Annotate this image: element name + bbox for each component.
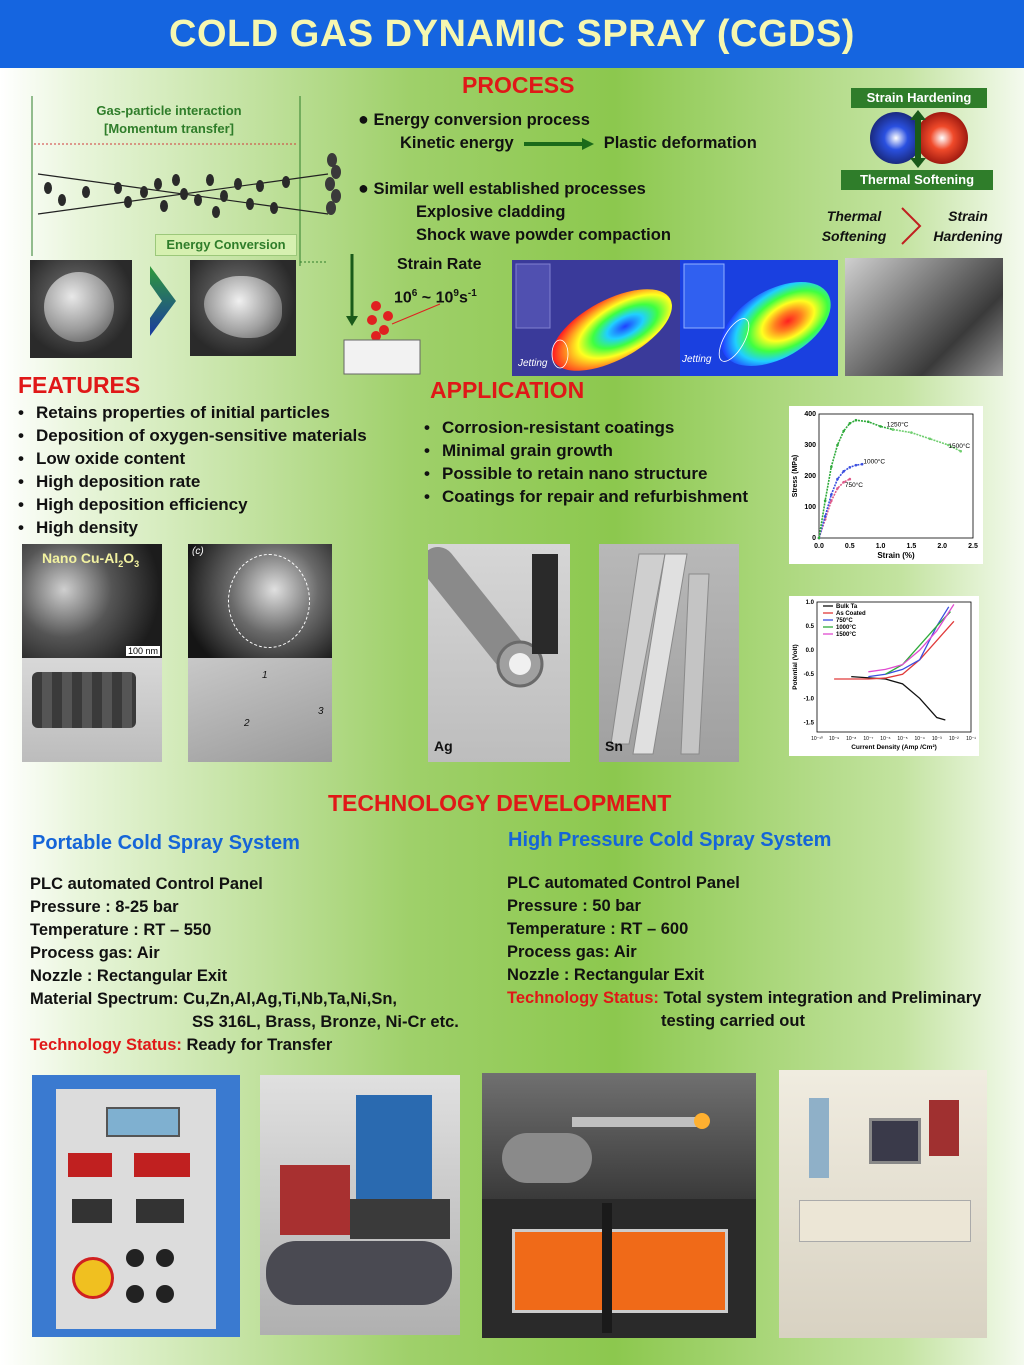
x-tick-label: 10⁻³ [931, 736, 942, 742]
technology-heading: TECHNOLOGY DEVELOPMENT [328, 790, 672, 816]
gas-particle-label-line2: [Momentum transfer] [103, 121, 234, 136]
poster-title: COLD GAS DYNAMIC SPRAY (CGDS) [0, 0, 1024, 68]
data-point [824, 500, 827, 503]
features-heading: FEATURES [18, 372, 141, 398]
sn-label: Sn [605, 738, 623, 754]
x-tick-label: 2.5 [968, 543, 978, 550]
x-tick-label: 10⁻⁹ [828, 736, 840, 742]
jetting-label-1: Jetting [518, 358, 548, 369]
ag-label: Ag [434, 738, 453, 754]
high-pressure-heater-photo [482, 1199, 756, 1338]
hp-status-label: Technology Status: [507, 989, 659, 1007]
strain-rate-unit: s [458, 289, 468, 307]
curve-annotation: 750°C [844, 481, 864, 489]
strain-rate-base: 10 [394, 289, 412, 307]
data-point [836, 487, 839, 490]
polarization-svg [789, 596, 979, 756]
data-point [842, 470, 845, 473]
portable-spec-line: Pressure : 8-25 bar [30, 898, 179, 916]
features-list [18, 401, 367, 539]
curve-annotation: 1250°C [886, 421, 909, 429]
y-tick-label: 100 [804, 504, 816, 511]
process-bullet-1-text: Energy conversion process [373, 111, 590, 129]
application-heading: APPLICATION [430, 377, 585, 403]
strain-hardening-text [926, 206, 1010, 246]
x-tick-label: 10⁻² [948, 736, 959, 742]
series-line [851, 677, 945, 720]
data-point [879, 425, 882, 428]
hardening-word: Hardening [933, 228, 1003, 244]
fem-simulation-2 [680, 260, 838, 376]
portable-status [30, 1034, 490, 1057]
process-heading: PROCESS [462, 72, 575, 98]
portable-spec-line: PLC automated Control Panel [30, 875, 263, 893]
legend-label: 1000°C [836, 625, 857, 631]
hp-spec-line: Pressure : 50 bar [507, 897, 641, 915]
y-axis-label: Potential (Volt) [792, 644, 799, 690]
region-2-label: 2 [244, 718, 250, 729]
x-tick-label: 2.0 [937, 543, 948, 550]
nano-label [42, 550, 139, 569]
process-bullet-2: ● Similar well established processes [358, 178, 646, 198]
fem-simulation-1 [512, 260, 680, 376]
hp-status-value: Total system integration and Preliminary [658, 989, 982, 1007]
region-3-label: 3 [318, 706, 324, 717]
x-tick-label: 1.0 [875, 543, 886, 550]
data-point [855, 419, 858, 422]
legend-label: 750°C [836, 618, 853, 624]
feature-item: • High deposition rate [18, 470, 367, 493]
nano-label-sub2: 3 [134, 558, 140, 569]
y-tick-label: 0.0 [805, 648, 814, 655]
portable-status-value: Ready for Transfer [181, 1036, 333, 1054]
process-sub-2: Shock wave powder compaction [416, 226, 671, 244]
thermal-softening-label: Thermal Softening [841, 170, 993, 190]
sn-bars-drawing [599, 544, 739, 762]
y-tick-label: -1.0 [803, 696, 814, 703]
data-point [855, 464, 858, 467]
y-tick-label: 0.5 [805, 624, 814, 631]
y-tick-label: 400 [804, 411, 816, 418]
high-pressure-control-console-photo [779, 1070, 987, 1338]
data-point [836, 444, 839, 447]
curve-annotation: 1000°C [863, 458, 886, 466]
feature-item: • Deposition of oxygen-sensitive materials [18, 424, 367, 447]
sem-splat-boundaries [188, 658, 332, 762]
energy-row [358, 132, 757, 155]
data-point [849, 422, 852, 425]
x-axis-label: Strain (%) [877, 551, 915, 560]
x-axis-label: Current Density (Amp /Cm²) [851, 744, 937, 751]
micrograph-interface [845, 258, 1003, 376]
portable-spec-line: Material Spectrum: Cu,Zn,Al,Ag,Ti,Nb,Ta,Ni,Sn, [30, 990, 398, 1008]
application-item: • Coatings for repair and refurbishment [424, 485, 748, 508]
tem-micrograph-c [188, 544, 332, 658]
feature-item: • Retains properties of initial particles [18, 401, 367, 424]
process-sub-1: Explosive cladding [416, 203, 566, 221]
gas-particle-label-line1: Gas-particle interaction [96, 103, 242, 118]
thermal-softening-text [816, 206, 892, 246]
y-tick-label: -1.5 [803, 720, 814, 727]
data-point [959, 450, 962, 453]
data-point [836, 478, 839, 481]
portable-system-assembly-photo [260, 1075, 460, 1335]
feature-item: • High density [18, 516, 367, 539]
application-list [424, 416, 748, 508]
scale-bar-label: 100 nm [127, 646, 158, 656]
stress-strain-svg [789, 406, 983, 564]
application-item: • Corrosion-resistant coatings [424, 416, 748, 439]
series-line [819, 420, 893, 538]
thermal-word: Thermal [826, 208, 882, 224]
x-tick-label: 10⁻¹⁰ [811, 736, 823, 742]
portable-spec-line: SS 316L, Brass, Bronze, Ni-Cr etc. [192, 1013, 459, 1031]
coated-sample-photo [22, 658, 162, 762]
application-item: • Minimal grain growth [424, 439, 748, 462]
data-point [849, 466, 852, 469]
sem-particle-before [30, 260, 132, 358]
nano-label-a: Nano Cu-Al [42, 550, 119, 566]
curve-annotation: 1500°C [948, 443, 971, 451]
high-pressure-system-title: High Pressure Cold Spray System [508, 829, 832, 851]
strain-rate-unit-exp: -1 [467, 288, 477, 299]
y-tick-label: 200 [804, 473, 816, 480]
x-tick-label: 0.5 [844, 543, 855, 550]
polarization-chart [789, 596, 979, 756]
hardening-softening-icon [862, 110, 974, 170]
hp-status [507, 987, 1007, 1010]
process-bullet-2-text: Similar well established processes [373, 180, 646, 198]
y-tick-label: -0.5 [803, 672, 814, 679]
strain-rate-mid: ~ 10 [417, 289, 454, 307]
strain-rate-label: Strain Rate [397, 256, 482, 273]
strain-word: Strain [948, 208, 988, 224]
high-pressure-system-specs [507, 872, 1007, 1033]
x-tick-label: 10⁻⁴ [914, 736, 925, 742]
x-tick-label: 10⁻⁵ [897, 736, 908, 742]
data-point [892, 428, 895, 431]
legend-label: Bulk Ta [836, 604, 858, 610]
strain-rate-exp1: 6 [411, 288, 418, 299]
y-axis-label: Stress (MPa) [792, 454, 799, 498]
x-tick-label: 10⁻¹ [966, 736, 976, 742]
sem-particle-after [190, 260, 296, 356]
feature-item: • Low oxide content [18, 447, 367, 470]
x-tick-label: 10⁻⁷ [863, 736, 874, 742]
arrow-right-icon [148, 266, 178, 336]
data-point [824, 515, 827, 518]
strain-rate-value [394, 288, 477, 307]
x-tick-label: 10⁻⁸ [846, 736, 857, 742]
nano-label-sub: 2 [118, 558, 124, 569]
data-point [929, 438, 932, 441]
kinetic-energy-text: Kinetic energy [400, 134, 514, 152]
region-1-label: 1 [262, 670, 268, 681]
process-bullet-1: ● Energy conversion process [358, 109, 590, 129]
portable-system-title: Portable Cold Spray System [32, 832, 300, 854]
feature-item: • High deposition efficiency [18, 493, 367, 516]
spray-gun-photo [482, 1073, 756, 1199]
data-point [842, 430, 845, 433]
data-point [849, 478, 852, 481]
sn-bars-photo [599, 544, 739, 762]
portable-spec-line: Process gas: Air [30, 944, 160, 962]
series-line [885, 612, 950, 675]
portable-status-label: Technology Status: [30, 1036, 182, 1054]
process-bullets [358, 108, 757, 247]
greater-than-icon [898, 206, 924, 246]
strain-rate-exp2: 9 [453, 288, 459, 299]
legend-label: As Coated [836, 611, 866, 617]
portable-control-panel-photo [32, 1075, 240, 1337]
arrow-right-icon [524, 138, 594, 150]
data-point [818, 537, 821, 540]
tem-nano-cu-al2o3 [22, 544, 162, 658]
y-tick-label: 300 [804, 442, 816, 449]
portable-spec-line: Temperature : RT – 550 [30, 921, 212, 939]
data-point [830, 465, 833, 468]
data-point [910, 431, 913, 434]
ag-tube-drawing [428, 544, 570, 762]
portable-spec-line: Nozzle : Rectangular Exit [30, 967, 228, 985]
data-point [830, 493, 833, 496]
legend-label: 1500°C [836, 632, 857, 638]
x-tick-label: 0.0 [814, 543, 824, 550]
energy-conversion-label: Energy Conversion [155, 234, 297, 256]
hp-spec-line: Temperature : RT – 600 [507, 920, 689, 938]
application-item: • Possible to retain nano structure [424, 462, 748, 485]
series-line [868, 604, 954, 671]
y-tick-label: 1.0 [805, 600, 814, 606]
stress-strain-chart [789, 406, 983, 564]
hp-spec-line: Process gas: Air [507, 943, 637, 961]
y-tick-label: 0 [812, 535, 816, 542]
hp-spec-line: Nozzle : Rectangular Exit [507, 966, 705, 984]
nano-label-b: O [123, 550, 135, 566]
strain-hardening-label: Strain Hardening [851, 88, 987, 108]
hp-status-value-2: testing carried out [661, 1012, 805, 1030]
portable-system-specs [30, 873, 490, 1057]
series-line [868, 607, 948, 677]
ag-tube-photo [428, 544, 570, 762]
plastic-deformation-text: Plastic deformation [603, 134, 757, 152]
panel-c-label: (c) [192, 546, 204, 557]
x-tick-label: 10⁻⁶ [880, 736, 891, 742]
data-point [867, 420, 870, 423]
softening-word: Softening [821, 228, 887, 244]
hp-spec-line: PLC automated Control Panel [507, 874, 740, 892]
jetting-label-2: Jetting [682, 354, 712, 365]
x-tick-label: 1.5 [906, 543, 917, 550]
